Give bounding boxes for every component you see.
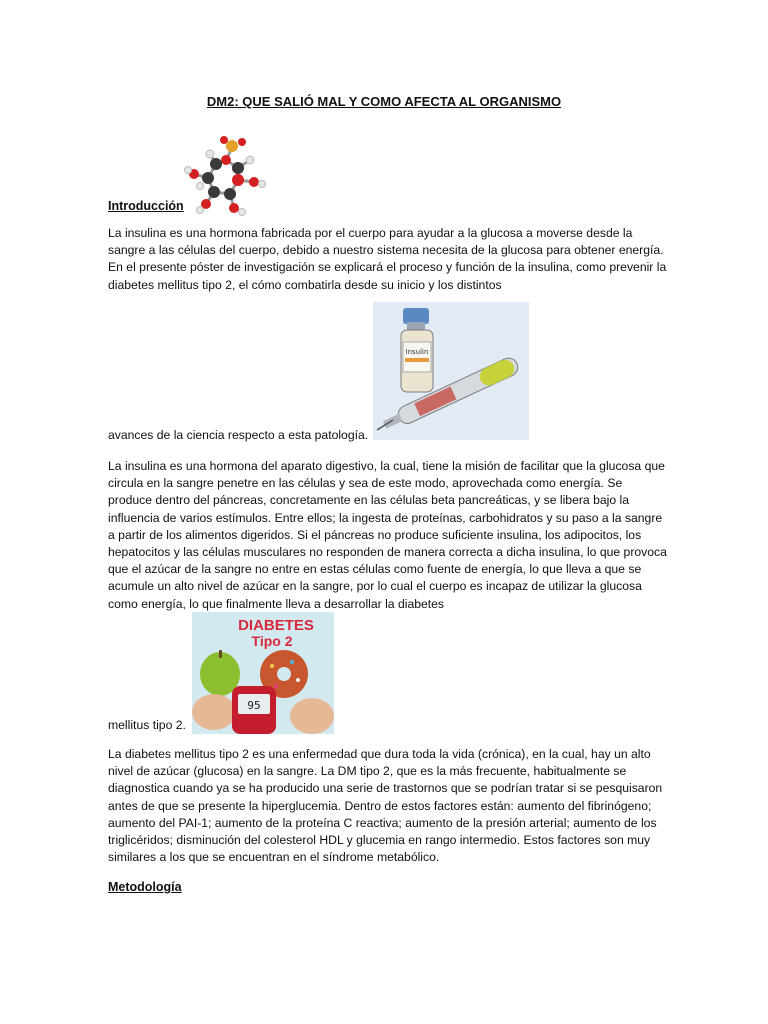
insulin-pen-image xyxy=(373,302,529,440)
insulin-vial-label: Insulin xyxy=(405,348,429,356)
diabetes-paragraph: La diabetes mellitus tipo 2 es una enfermedad que dura toda la vida (crónica), en la cual, hay un alto nivel de azúcar (glucosa) en la sangre. La DM tipo 2, que es la más frecuente, habitualmente se diagnostica cuando ya se ha producido una serie de trastornos que se podrían tratar si se pesquisaron antes de que se presente la hiperglucemia. Dentro de estos factores están: aumento del fibrinógeno; aumento del PAI-1; aumento de la proteína C reactiva; aumento de la presión arterial; aumento de los triglicéridos; disminución del colesterol HDL y glucemia en rango intermedio. Estos factores son muy similares a los que se encuentran en el síndrome metabólico. xyxy=(108,747,663,865)
poster-title-line2: Tipo 2 xyxy=(251,633,293,649)
glucose-molecule-image xyxy=(180,134,270,216)
insulin-paragraph-end: mellitus tipo 2. xyxy=(108,718,186,732)
page-title: DM2: QUE SALIÓ MAL Y COMO AFECTA AL ORGANISMO xyxy=(206,94,562,109)
phosphorus-atom xyxy=(226,140,238,152)
intro-paragraph: La insulina es una hormona fabricada por el cuerpo para ayudar a la glucosa a moverse desde la sangre a las células del cuerpo, debido a nuestro sistema necesita de la glucosa para obtener energía. En el presente póster de investigación se explicará el proceso y función de la insulina, como prevenir la diabetes mellitus tipo 2, el cómo combatirla desde su inicio y los distintos xyxy=(108,226,667,292)
meter-reading: 95 xyxy=(247,699,261,712)
metodologia-heading: Metodología xyxy=(108,880,182,894)
intro-paragraph-end: avances de la ciencia respecto a esta patología. xyxy=(108,428,369,442)
poster-title-line1: DIABETES xyxy=(238,617,314,634)
introduccion-heading: Introducción xyxy=(108,199,184,213)
diabetes-tipo2-image xyxy=(192,612,334,734)
insulin-paragraph: La insulina es una hormona del aparato digestivo, la cual, tiene la misión de facilitar que la glucosa que circula en la sangre penetre en las células y sea de este modo, aprovechada como energía. Se produce dentro del páncreas, concretamente en las células beta pancreáticas, y se libera bajo la influencia de varios estímulos. Entre ellos; la ingesta de proteínas, carbohidratos y su paso a la sangre a partir de los alimentos digeridos. Si el páncreas no produce suficiente insulina, los adipocitos, los hepatocitos y las células musculares no responden de manera correcta a dicha insulina, lo que provoca que el azúcar de la sangre no entre en estas células como fuente de energía, lo que lleva a que se acumule un alto nivel de azúcar en la sangre, por lo cual el cuerpo es incapaz de utilizar la glucosa como energía, lo que finalmente lleva a desarrollar la diabetes xyxy=(108,459,667,611)
